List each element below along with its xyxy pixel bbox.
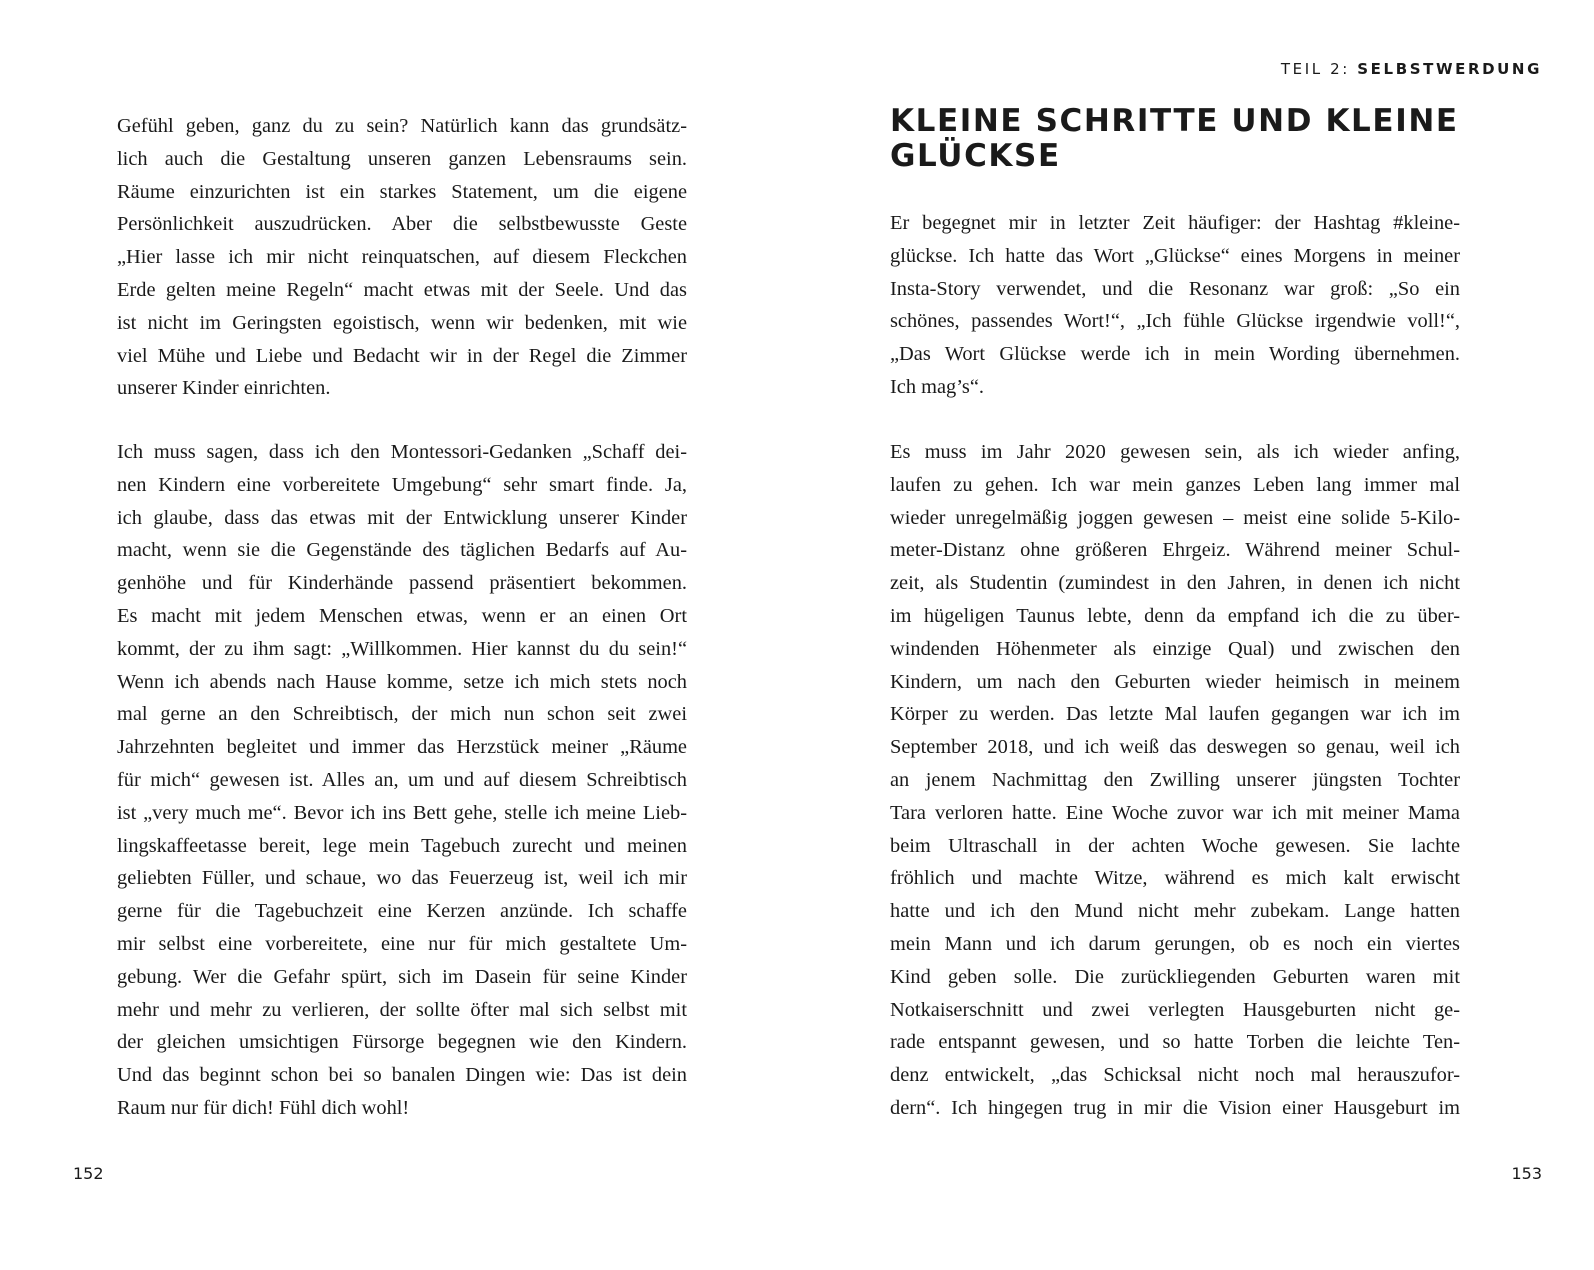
- paragraph: [890, 436, 1460, 1125]
- text-line: Tara verloren hatte. Eine Woche zuvor war ich mit meiner Mama: [890, 801, 1460, 824]
- text-line: viel Mühe und Liebe und Bedacht wir in der Regel die Zimmer: [117, 344, 687, 367]
- text-line: zeit, als Studentin (zumindest in den Jahren, in denen ich nicht: [890, 572, 1460, 595]
- text-line: mal gerne an den Schreibtisch, der mich nun schon seit zwei: [117, 703, 687, 726]
- text-line: glückse. Ich hatte das Wort „Glückse“ eines Morgens in meiner: [890, 244, 1460, 267]
- text-line: an jenem Nachmittag den Zwilling unserer jüngsten Tochter: [890, 768, 1460, 791]
- text-line: genhöhe und für Kinderhände passend präsentiert bekommen.: [117, 572, 687, 595]
- text-line: mir selbst eine vorbereitete, eine nur für mich gestaltete Um-: [117, 932, 687, 955]
- running-head: [1281, 60, 1542, 78]
- text-line: „Hier lasse ich mir nicht reinquatschen, auf diesem Fleckchen: [117, 246, 687, 269]
- text-line: Kind geben solle. Die zurückliegenden Geburten waren mit: [890, 965, 1460, 988]
- text-line: rade entspannt gewesen, und so hatte Torben die leichte Ten-: [890, 1031, 1460, 1054]
- text-line: Insta-Story verwendet, und die Resonanz war groß: „So ein: [890, 277, 1460, 300]
- text-line: kommt, der zu ihm sagt: „Willkommen. Hier kannst du du sein!“: [117, 637, 687, 660]
- running-head-prefix: TEIL 2:: [1280, 60, 1358, 78]
- paragraph: [117, 436, 687, 1125]
- text-line: Es muss im Jahr 2020 gewesen sein, als ich wieder anfing,: [890, 441, 1460, 463]
- text-line: für mich“ gewesen ist. Alles an, um und auf diesem Schreibtisch: [117, 768, 687, 791]
- text-line: Kindern, um nach den Geburten wieder heimisch in meinem: [890, 670, 1460, 693]
- text-line: ist nicht im Geringsten egoistisch, wenn wir bedenken, mit wie: [117, 311, 687, 334]
- page-number: 152: [73, 1164, 104, 1183]
- text-line: im hügeligen Taunus lebte, denn da empfand ich die zu über-: [890, 604, 1460, 627]
- text-line: Ich mag’s“.: [890, 375, 984, 398]
- text-line: denz entwickelt, „das Schicksal nicht noch mal herauszufor-: [890, 1064, 1460, 1087]
- text-line: „Das Wort Glückse werde ich in mein Wording übernehmen.: [890, 343, 1460, 366]
- text-line: hatte und ich den Mund nicht mehr zubekam. Lange hatten: [890, 900, 1460, 923]
- text-line: Räume einzurichten ist ein starkes Statement, um die eigene: [117, 180, 687, 203]
- paragraph: [890, 207, 1460, 404]
- text-line: Er begegnet mir in letzter Zeit häufiger: der Hashtag #kleine-: [890, 212, 1460, 234]
- text-line: dern“. Ich hingegen trug in mir die Vision einer Hausgeburt im: [890, 1096, 1460, 1119]
- text-line: September 2018, und ich weiß das deswegen so genau, weil ich: [890, 736, 1460, 759]
- page-number: 153: [1511, 1164, 1542, 1183]
- running-head-section: SELBSTWERDUNG: [1357, 60, 1542, 78]
- text-line: Persönlichkeit auszudrücken. Aber die selbstbewusste Geste: [117, 213, 687, 236]
- text-line: wieder unregelmäßig joggen gewesen – meist eine solide 5-Kilo-: [890, 506, 1460, 529]
- text-line: lingskaffeetasse bereit, lege mein Tagebuch zurecht und meinen: [117, 834, 687, 857]
- text-line: Jahrzehnten begleitet und immer das Herzstück meiner „Räume: [117, 736, 687, 759]
- text-line: mein Mann und ich darum gerungen, ob es noch ein viertes: [890, 932, 1460, 955]
- text-line: gerne für die Tagebuchzeit eine Kerzen anzünde. Ich schaffe: [117, 900, 687, 923]
- text-line: Körper zu werden. Das letzte Mal laufen gegangen war ich im: [890, 703, 1460, 726]
- text-line: unserer Kinder einrichten.: [117, 377, 331, 400]
- text-line: beim Ultraschall in der achten Woche gewesen. Sie lachte: [890, 834, 1460, 857]
- text-line: gebung. Wer die Gefahr spürt, sich im Dasein für seine Kinder: [117, 965, 687, 988]
- text-line: Gefühl geben, ganz du zu sein? Natürlich kann das grundsätz-: [117, 115, 687, 137]
- text-line: Es macht mit jedem Menschen etwas, wenn er an einen Ort: [117, 604, 687, 627]
- paragraph: [117, 110, 687, 405]
- chapter-title-line: KLEINE SCHRITTE UND KLEINE: [890, 103, 1459, 139]
- text-line: schönes, passendes Wort!“, „Ich fühle Glückse irgendwie voll!“,: [890, 310, 1460, 333]
- chapter-title: [890, 104, 1510, 174]
- text-line: mehr und mehr zu verlieren, der sollte öfter mal sich selbst mit: [117, 998, 687, 1021]
- text-line: Erde gelten meine Regeln“ macht etwas mit der Seele. Und das: [117, 278, 687, 301]
- text-line: laufen zu gehen. Ich war mein ganzes Leben lang immer mal: [890, 473, 1460, 496]
- text-line: meter-Distanz ohne größeren Ehrgeiz. Während meiner Schul-: [890, 539, 1460, 562]
- text-line: windenden Höhenmeter als einzige Qual) und zwischen den: [890, 637, 1460, 660]
- text-line: ich glaube, dass das etwas mit der Entwicklung unserer Kinder: [117, 506, 687, 529]
- text-line: geliebten Füller, und schaue, wo das Feuerzeug ist, weil ich mir: [117, 867, 687, 890]
- text-line: fröhlich und machte Witze, während es mich kalt erwischt: [890, 867, 1460, 890]
- text-line: Raum nur für dich! Fühl dich wohl!: [117, 1096, 410, 1119]
- text-line: der gleichen umsichtigen Fürsorge begegnen wie den Kindern.: [117, 1031, 687, 1054]
- text-line: Wenn ich abends nach Hause komme, setze ich mich stets noch: [117, 670, 687, 693]
- text-line: lich auch die Gestaltung unseren ganzen Lebensraums sein.: [117, 147, 687, 170]
- chapter-title-line: GLÜCKSE: [890, 138, 1061, 174]
- text-line: Ich muss sagen, dass ich den Montessori-Gedanken „Schaff dei-: [117, 441, 687, 463]
- text-line: Und das beginnt schon bei so banalen Dingen wie: Das ist dein: [117, 1064, 687, 1087]
- text-line: ist „very much me“. Bevor ich ins Bett gehe, stelle ich meine Lieb-: [117, 801, 687, 824]
- text-line: macht, wenn sie die Gegenstände des täglichen Bedarfs auf Au-: [117, 539, 687, 562]
- text-line: Notkaiserschnitt und zwei verlegten Hausgeburten nicht ge-: [890, 998, 1460, 1021]
- text-line: nen Kindern eine vorbereitete Umgebung“ sehr smart finde. Ja,: [117, 473, 687, 496]
- right-page: [797, 0, 1594, 1270]
